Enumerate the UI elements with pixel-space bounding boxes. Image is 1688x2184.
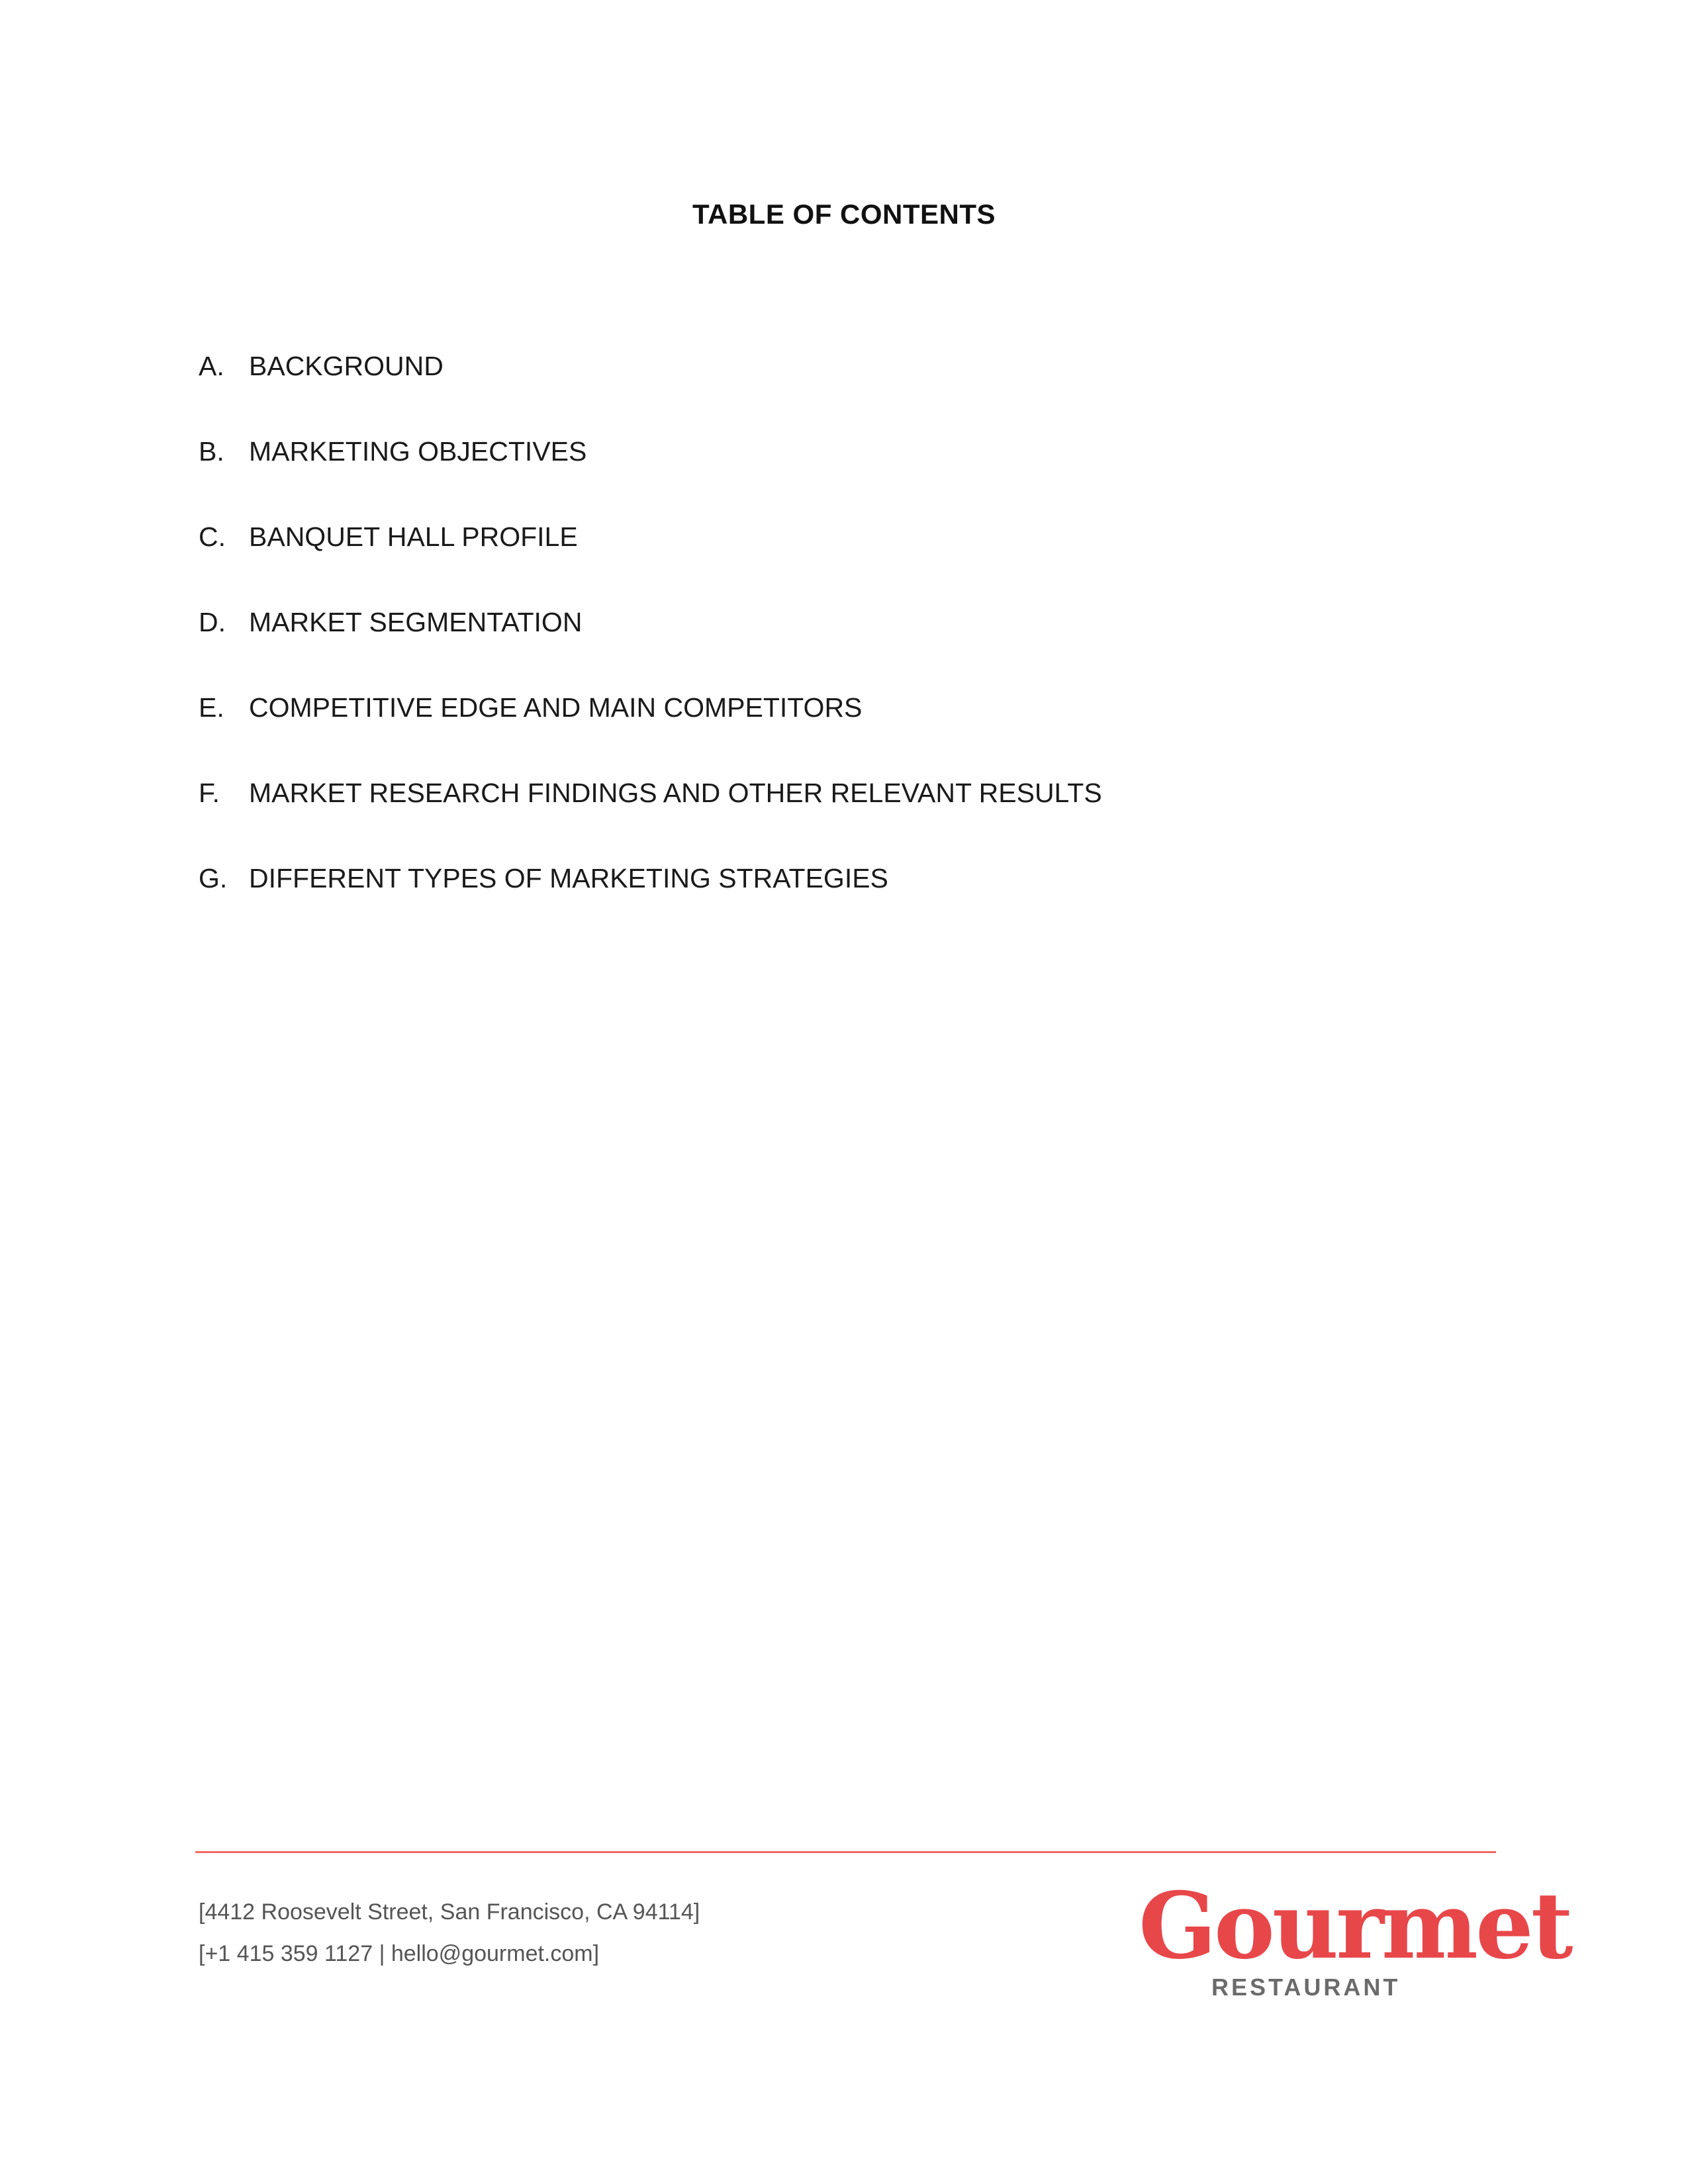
toc-item-label: BACKGROUND (249, 351, 444, 381)
toc-item-label: MARKET RESEARCH FINDINGS AND OTHER RELEVANT RESULTS (249, 778, 1102, 808)
footer-contact (199, 1891, 700, 1975)
logo-wordmark: Gourmet (1139, 1872, 1571, 1979)
toc-item-label: MARKET SEGMENTATION (249, 607, 583, 637)
toc-item-letter: E. (199, 692, 224, 723)
toc-item-letter: C. (199, 522, 226, 552)
toc-item-market-segmentation[interactable] (199, 607, 1523, 692)
toc-item-label: COMPETITIVE EDGE AND MAIN COMPETITORS (249, 692, 863, 723)
toc-item-letter: G. (199, 863, 228, 893)
toc-item-label: DIFFERENT TYPES OF MARKETING STRATEGIES (249, 863, 888, 893)
toc-list (199, 351, 1523, 948)
gourmet-logo (1139, 1872, 1571, 2005)
toc-item-letter: B. (199, 436, 224, 467)
toc-item-competitive-edge[interactable] (199, 692, 1523, 778)
page-title: TABLE OF CONTENTS (692, 199, 996, 230)
footer-phone-email: [+1 415 359 1127 | hello@gourmet.com] (199, 1941, 600, 1966)
toc-item-label: BANQUET HALL PROFILE (249, 522, 578, 552)
toc-item-marketing-strategies[interactable] (199, 863, 1523, 948)
toc-item-background[interactable] (199, 351, 1523, 436)
logo-subtitle: RESTAURANT (1211, 1974, 1401, 2001)
toc-item-banquet-hall-profile[interactable] (199, 522, 1523, 607)
toc-item-market-research[interactable] (199, 778, 1523, 863)
footer-address: [4412 Roosevelt Street, San Francisco, CA 94114] (199, 1899, 700, 1925)
toc-item-letter: A. (199, 351, 224, 381)
toc-item-letter: D. (199, 607, 226, 637)
toc-item-marketing-objectives[interactable] (199, 436, 1523, 522)
footer-divider (195, 1851, 1496, 1853)
toc-item-letter: F. (199, 778, 220, 808)
toc-item-label: MARKETING OBJECTIVES (249, 436, 587, 467)
